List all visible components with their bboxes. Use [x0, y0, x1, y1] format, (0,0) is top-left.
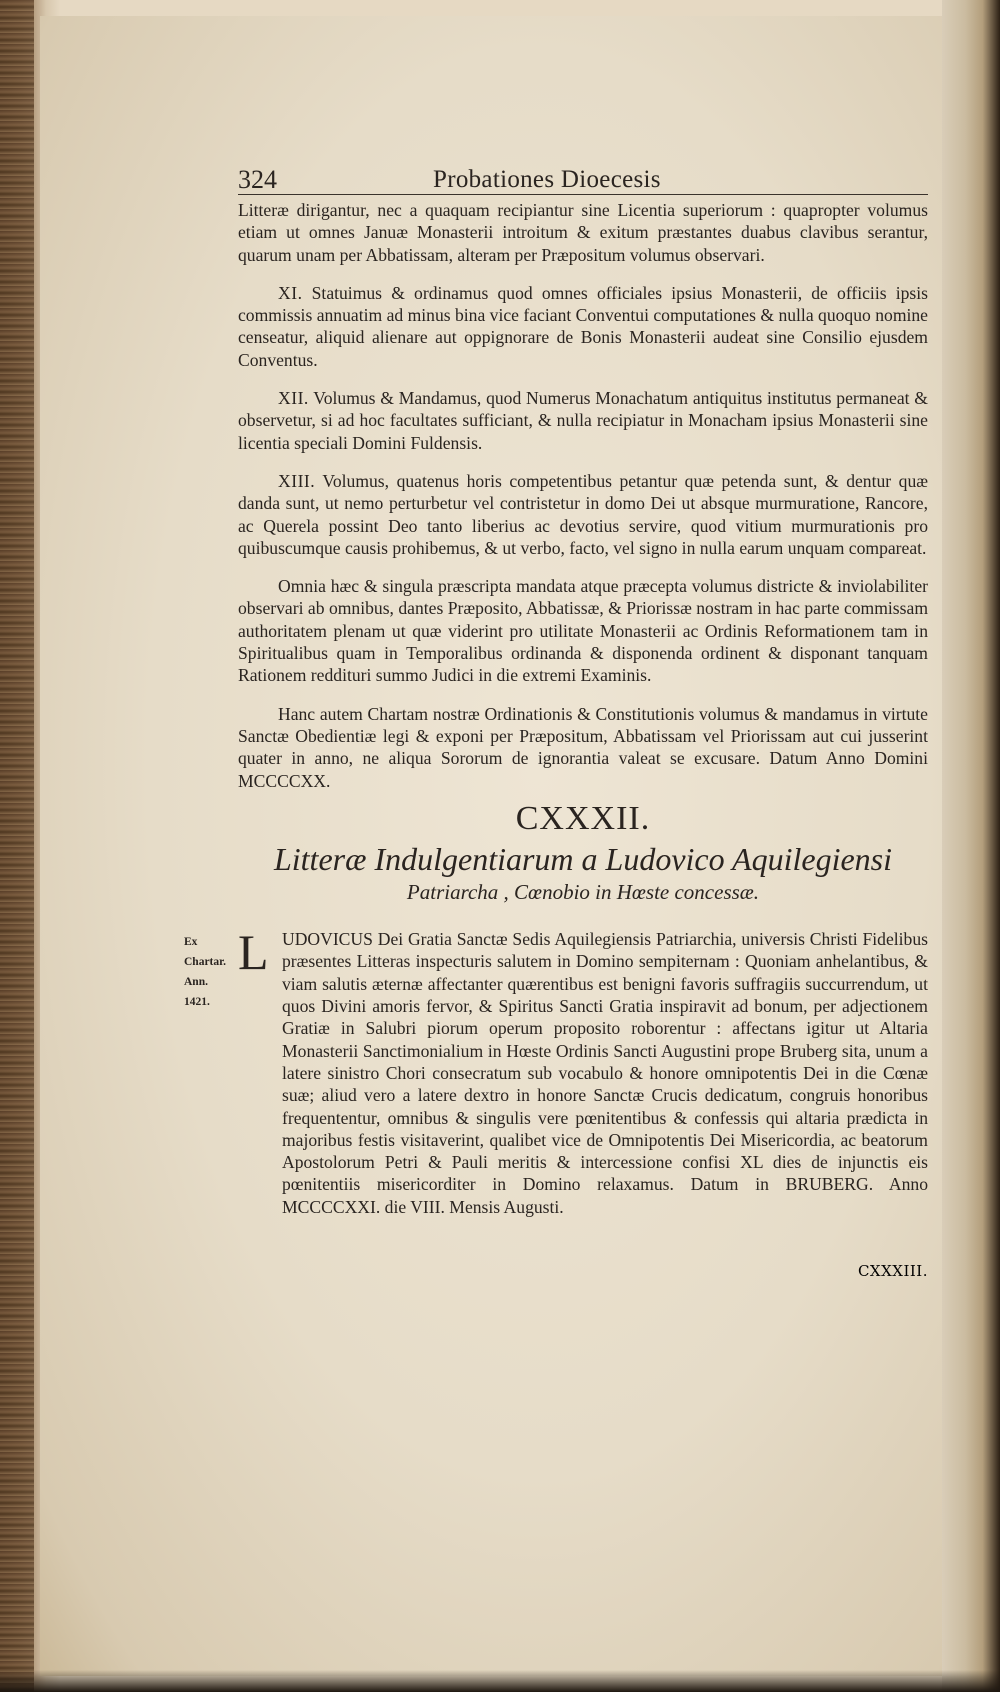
section-title: Litteræ Indulgentiarum a Ludovico Aquilegiensi [273, 841, 893, 878]
drop-cap: L [238, 924, 269, 981]
article-text: Volumus & Mandamus, quod Numerus Monachatum antiquitus institutus permaneat & observetur, si ad hoc facultates sufficiant, & nulla recipiatur in Monacham ipsius Monasterii sine licentia speciali Domini Fuldensis. [238, 388, 928, 453]
running-title: Probationes Dioecesis [433, 165, 661, 193]
paragraph-continuation: Litteræ dirigantur, nec a quaquam recipiantur sine Licentia superiorum : quapropter volumus etiam ut omnes Januæ Monasterii introitum & exitum præstantes duabus clavibus serantur, quarum unam per Abbatissam, alteram per Præpositum volumus observari. [238, 200, 928, 265]
book-spine [0, 0, 34, 1692]
catchword-area [238, 0, 928, 1692]
article-number: XII. [278, 388, 309, 409]
article-number: XIII. [278, 470, 316, 491]
section-number: CXXXII. [515, 799, 651, 837]
article-number: XI. [278, 282, 303, 303]
article-text: Volumus, quatenus horis competentibus petantur quæ petenda sunt, & dentur quæ danda sunt, ut nemo perturbetur vel contristetur in domo Dei ut absque murmuratione, Rancore, ac Querela possint Deo tanto liberius ac devotius servire, quod vitium murmurationis pro quibuscumque causis prohibemus, & ut verbo, facto, vel signo in nulla earum unquam compareat. [238, 470, 928, 558]
page-edge-right [942, 0, 1000, 1692]
catchword: CXXXIII. [857, 1262, 928, 1280]
margin-note-source: Ex Chartar. [184, 936, 227, 969]
article-text: Statuimus & ordinamus quod omnes officiales ipsius Monasterii, de officiis ipsis commissis annuatim ad minus bina vice faciant Conventui computationes & nulla quoquo nomine censeatur, aliquid alienare aut oppignorare de Bonis Monasterii audeat sine Consilio ejusdem Conventus. [238, 282, 928, 370]
section-subtitle: Patriarcha , Cœnobio in Hœste concessæ. [406, 880, 760, 905]
margin-note [184, 932, 236, 1012]
margin-note-year: Ann. 1421. [184, 976, 210, 1009]
page-number: 324 [238, 164, 277, 194]
paragraph-hanc: Hanc autem Chartam nostræ Ordinationis & Constitutionis volumus & mandamus in virtute Sanctæ Obedientiæ legi & exponi per Præpositum, Abbatissam vel Priorissam aut cui jusserint quater in anno, ne aliqua Sororum de ignorantia valeat se excusare. Datum Anno Domini MCCCCXX. [238, 703, 928, 791]
paragraph-omnia: Omnia hæc & singula præscripta mandata atque præcepta volumus districte & inviolabiliter observari ab omnibus, dantes Præposito, Abbatissæ, & Priorissæ nostram in hac parte commissam authoritatem plenam ut quæ viderint pro utilitate Monasterii ac Ordinis Reformationem tam in Spiritualibus quam in Temporalibus ordinanda & disponenda ordinent & disponant tanquam Rationem reddituri summo Judici in die extremi Examinis. [238, 576, 928, 686]
charter-body: UDOVICUS Dei Gratia Sanctæ Sedis Aquilegiensis Patriarchia, universis Christi Fidelibus præsentes Litteras inspecturis salutem in Domino sempiternam : Quoniam anhelantibus, & viam salutis æternæ affectanter quærentibus est benigni favoris suffragiis succurrendum, ut quos Divini amoris fervor, & Spiritus Sancti Gratia inspiravit ad bonum, per adjectionem Gratiæ in Salubri piorum operum proposito roborentur : affectans igitur ut Altaria Monasterii Sanctimonialium in Hœste Ordinis Sancti Augustini prope Bruberg sita, unum a latere sinistro Chori consecratum sub vocabulo & honore omnipotentis Dei in die Cœnæ suæ; aliud vero a latere dextro in honore Sanctæ Crucis dedicatum, congruis honoribus frequententur, omnibus & singulis vere pœnitentibus & confessis qui altaria prædicta in majoribus festis visitaverint, qualibet vice de Omnipotentis Dei Misericordia, ac beatorum Apostolorum Petri & Pauli meritis & intercessione confisi XL dies de injunctis eis pœnitentiis misericorditer in Domino relaxamus. Datum in BRUBERG. Anno MCCCCXXI. die VIII. Mensis Augusti. [282, 929, 928, 1217]
